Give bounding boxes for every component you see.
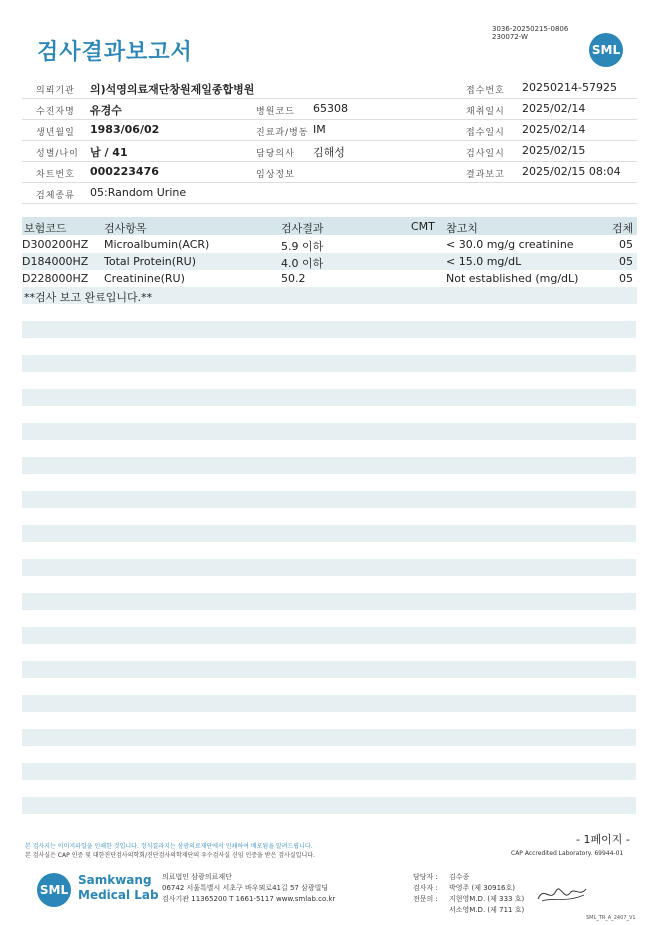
col-ref-header: 참고치: [446, 222, 478, 235]
empty-row-stripe: [22, 559, 636, 576]
sml-logo: [589, 33, 623, 67]
col-code-header: 보험코드: [24, 222, 67, 235]
doctor-value: 김해성: [313, 146, 345, 159]
staff-role: 검사자 :: [413, 884, 438, 892]
test-date-label: 검사일시: [466, 149, 505, 159]
info-row: [22, 141, 637, 162]
receipt-date-value: 2025/02/14: [522, 123, 586, 136]
row-result: 50.2: [281, 272, 306, 285]
organization-info: [162, 872, 335, 905]
info-row: [22, 78, 637, 99]
row-ref: Not established (mg/dL): [446, 272, 579, 285]
hospital-code-value: 65308: [313, 102, 348, 115]
empty-row-stripe: [22, 763, 636, 780]
staff-row: [413, 894, 524, 905]
receipt-no-label: 접수번호: [466, 86, 505, 96]
staff-name: 지현영M.D. (제 333 호): [449, 895, 525, 903]
org-contact: 검사기관 11365200 T 1661-5117 www.smlab.co.kr: [162, 895, 336, 903]
brand-line1: Samkwang: [78, 873, 152, 887]
document-id: [492, 25, 568, 41]
test-date-value: 2025/02/15: [522, 144, 586, 157]
col-cmt-header: CMT: [411, 220, 435, 233]
col-result-header: 검사결과: [281, 222, 324, 235]
staff-row: [413, 883, 524, 894]
specimen-value: 05:Random Urine: [90, 186, 187, 199]
dept-label: 진료과/병동: [256, 128, 309, 138]
form-id: SML_TR_A_2407_V1: [586, 915, 636, 921]
staff-name: 서소영M.D. (제 711 호): [449, 906, 525, 914]
empty-row-stripe: [22, 627, 636, 644]
clinical-label: 임상정보: [256, 170, 295, 180]
empty-row-stripe: [22, 593, 636, 610]
document-id-line1: 3036-20250215-0806: [492, 25, 569, 33]
completion-row: [22, 287, 637, 304]
empty-row-stripe: [22, 661, 636, 678]
col-specimen-header: 검체: [612, 222, 634, 235]
chart-no-label: 차트번호: [36, 170, 75, 180]
hospital-code-label: 병원코드: [256, 107, 295, 117]
institution-label: 의뢰기관: [36, 86, 75, 96]
sex-age-label: 성별/나이: [36, 149, 79, 159]
institution-value: 의)석영의료재단창원제일종합병원: [90, 83, 255, 96]
report-date-label: 결과보고: [466, 170, 505, 180]
table-row: [22, 270, 637, 287]
empty-row-stripe: [22, 797, 636, 814]
staff-role: 담당자 :: [413, 873, 438, 881]
document-id-line2: 230072-W: [492, 33, 528, 41]
empty-row-stripe: [22, 423, 636, 440]
table-row: [22, 253, 637, 270]
empty-row-stripe: [22, 695, 636, 712]
cap-accreditation: CAP Accredited Laboratory. 69944-01: [511, 850, 624, 857]
row-result: 4.0 이하: [281, 257, 324, 270]
staff-name: 박영주 (제 30916호): [449, 884, 515, 892]
empty-row-stripe: [22, 525, 636, 542]
patient-label: 수진자명: [36, 107, 75, 117]
staff-name: 김수종: [449, 873, 470, 881]
row-ref: < 30.0 mg/g creatinine: [446, 238, 574, 251]
print-notice: 본 검사지는 이미지파일을 인쇄한 것입니다. 정식결과지는 삼광의료재단에서 인쇄하여 배포됨을 알려드립니다.: [25, 843, 313, 850]
sml-footer-logo: [37, 873, 71, 907]
row-specimen: 05: [619, 238, 633, 251]
patient-value: 유경수: [90, 104, 122, 117]
staff-row: [413, 905, 524, 916]
dept-value: IM: [313, 123, 326, 136]
table-row: [22, 236, 637, 253]
accreditation-notice: 본 검사실은 CAP 인증 및 대한진단검사의학회/진단검사의학재단의 우수검사실 신임 인증을 받은 검사실입니다.: [25, 852, 315, 859]
row-specimen: 05: [619, 255, 633, 268]
collect-date-value: 2025/02/14: [522, 102, 586, 115]
org-name: 의료법인 삼광의료재단: [162, 873, 232, 881]
empty-row-stripe: [22, 729, 636, 746]
doctor-label: 담당의사: [256, 149, 295, 159]
chart-no-value: 000223476: [90, 165, 159, 178]
staff-role: 전문의 :: [413, 895, 438, 903]
info-row: [22, 162, 637, 183]
org-address: 06742 서울특별시 서초구 바우뫼로41길 57 삼광빌딩: [162, 884, 329, 892]
sex-age-value: 남 / 41: [90, 146, 128, 159]
birth-value: 1983/06/02: [90, 123, 160, 136]
empty-row-stripe: [22, 457, 636, 474]
brand-line2: Medical Lab: [78, 888, 159, 902]
empty-row-stripe: [22, 491, 636, 508]
row-item: Total Protein(RU): [104, 255, 197, 268]
info-row: [22, 120, 637, 141]
sml-footer-logo-text: SML: [39, 883, 69, 897]
row-code: D228000HZ: [22, 272, 89, 285]
row-item: Microalbumin(ACR): [104, 238, 210, 251]
birth-label: 생년월일: [36, 128, 75, 138]
receipt-date-label: 접수일시: [466, 128, 505, 138]
report-date-value: 2025/02/15 08:04: [522, 165, 621, 178]
col-item-header: 검사항목: [104, 222, 147, 235]
row-item: Creatinine(RU): [104, 272, 185, 285]
report-title: 검사결과보고서: [37, 40, 193, 65]
row-result: 5.9 이하: [281, 240, 324, 253]
brand-name: [78, 873, 159, 903]
empty-row-stripe: [22, 355, 636, 372]
collect-date-label: 채취일시: [466, 107, 505, 117]
signature-image: [536, 881, 588, 907]
row-code: D184000HZ: [22, 255, 89, 268]
empty-row-stripe: [22, 321, 636, 338]
receipt-no-value: 20250214-57925: [522, 81, 617, 94]
row-ref: < 15.0 mg/dL: [446, 255, 522, 268]
empty-row-stripe: [22, 389, 636, 406]
staff-list: [413, 872, 524, 916]
row-specimen: 05: [619, 272, 633, 285]
info-row: [22, 99, 637, 120]
sml-logo-text: SML: [591, 43, 621, 57]
page-number: - 1페이지 -: [576, 833, 630, 846]
specimen-label: 검체종류: [36, 191, 75, 201]
completion-note: **검사 보고 완료입니다.**: [24, 291, 153, 304]
row-code: D300200HZ: [22, 238, 89, 251]
staff-row: [413, 872, 524, 883]
info-row: [22, 183, 637, 204]
results-header: [22, 217, 637, 235]
